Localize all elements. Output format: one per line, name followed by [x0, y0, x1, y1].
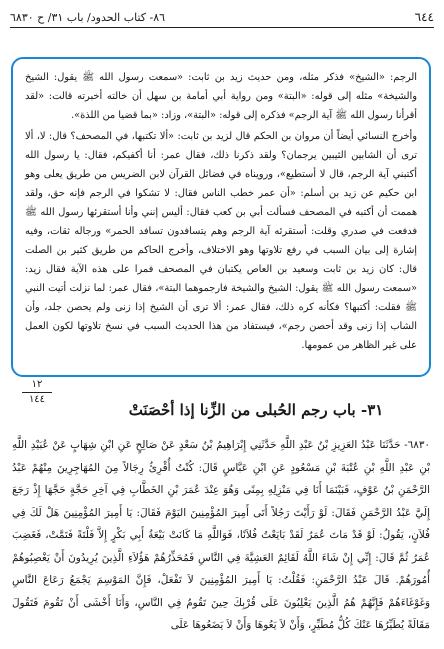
- running-title: ٨٦- كتاب الحدود/ باب ٣١/ ح ٦٨٣٠: [10, 10, 166, 24]
- commentary-paragraph: الرجم: «الشيخ» فذكر مثله، ومن حديث زيد بن ثابت: «سمعت رسول الله ﷺ يقول: الشيخ والشيخة» مثله إلى قوله: «البتة» ومن رواية أبي أمامة بن سهل أن خالته أخبرته قالت: «لقد أقرأنا رسول الله ﷺ آية الرجم» فذكره إلى قوله: «البتة»، وزاد: «بما قضيا من اللذة».: [25, 72, 417, 121]
- side-ref-top: ١٢: [22, 378, 52, 393]
- page-header: [10, 8, 434, 26]
- side-ref-bottom: ١٤٤: [28, 394, 46, 405]
- side-reference: [22, 378, 52, 406]
- header-rule: [10, 27, 434, 28]
- commentary-box: [11, 57, 431, 377]
- chapter-title: ٣١- باب رجم الحُبلى من الزِّنا إذا أحْصَنَتْ: [128, 401, 384, 419]
- commentary-paragraph: وأخرج النسائي أيضاً أن مروان بن الحكم قال لزيد بن ثابت: «ألا تكتبها، في المصحف؟ قال: لا، ألا ترى أن الشابين الثيبين يرجمان؟ ولقد ذكرنا ذلك، فقال عمر: أنا أكفيكم، فقال: يا رسول الله أكتبني آية الرجم، قال لا أستطيع»، ورويناه في فضائل القرآن لابن الضريس من طريق يعلى وهو ابن حكيم عن زيد بن أسلم: «أن عمر خطب الناس فقال: لا تشكوا في الرجم فإنه حق، ولقد هممت أن أكتبه في المصحف فسألت أبي بن كعب فقال: أليس إنني وأنا أستقرئها رسول الله ﷺ فدفعت في صدري وقلت: أستقرئه آية الرجم وهم يتسافدون تسافد الحمر» ورجاله ثقات، وفيه إشارة إلى بيان السبب في رفع تلاوتها وهو الاختلاف، وأخرج الحاكم من طريق كثير بن الصلت قال: كان زيد بن ثابت وسعيد بن العاص يكتبان في المصحف فمرا على هذه الآية فقال زيد: «سمعت رسول الله ﷺ يقول: الشيخ والشيخة فارجموهما البتة»، فقال عمر: لما نزلت أتيت النبي ﷺ فقلت: أكتبها؟ فكأنه كره ذلك، فقال عمر: ألا ترى أن الشيخ إذا زنى ولم يحصن جلد، وأن الشاب إذا زنى وقد أحصن رجم»، فيستفاد من هذا الحديث السبب في نسخ تلاوتها لكون العمل على غير الظاهر من عمومها.: [25, 131, 417, 351]
- hadith-text: ٦٨٣٠- حَدَّثَنَا عَبْدُ العَزِيزِ بْنُ عَبْدِ اللَّهِ حَدَّثَنِي إِبْرَاهِيمُ بْنُ سَعْدٍ عَنْ صَالِحٍ عَنِ ابْنِ شِهَابٍ عَنْ عُبَيْدِ اللَّهِ بْنِ عَبْدِ اللَّهِ بْنِ عُتْبَةَ بْنِ مَسْعُودٍ عَنِ ابْنِ عَبَّاسٍ قَالَ: كُنْتُ أُقْرِئُ رِجَالاً مِنَ المُهَاجِرِينَ مِنْهُمْ عَبْدُ الرَّحْمَنِ بْنُ عَوْفٍ، فَبَيْنَمَا أَنَا فِي مَنْزِلِهِ بِمِنًى وَهُوَ عِنْدَ عُمَرَ بْنِ الخَطَّابِ فِي آخِرِ حَجَّةٍ حَجَّهَا إِذْ رَجَعَ إِلَيَّ عَبْدُ الرَّحْمَنِ فَقَالَ: لَوْ رَأَيْتَ رَجُلاً أَتَى أَمِيرَ المُؤْمِنِينَ اليَوْمَ فَقَالَ: يَا أَمِيرَ المُؤْمِنِينَ هَلْ لَكَ فِي فُلاَنٍ، يَقُولُ: لَوْ قَدْ مَاتَ عُمَرُ لَقَدْ بَايَعْتُ فُلاَنًا، فَوَاللَّهِ مَا كَانَتْ بَيْعَةُ أَبِي بَكْرٍ إِلاَّ فَلْتَةً فَتَمَّتْ، فَغَضِبَ عُمَرُ ثُمَّ قَالَ: إِنِّي إِنْ شَاءَ اللَّهُ لَقَائِمٌ العَشِيَّةَ فِي النَّاسِ فَمُحَذِّرُهُمْ هَؤُلاَءِ الَّذِينَ يُرِيدُونَ أَنْ يَغْصِبُوهُمْ أُمُورَهُمْ. قَالَ عَبْدُ الرَّحْمَنِ: فَقُلْتُ: يَا أَمِيرَ المُؤْمِنِينَ لاَ تَفْعَلْ، فَإِنَّ المَوْسِمَ يَجْمَعُ رَعَاعَ النَّاسِ وَغَوْغَاءَهُمْ فَإِنَّهُمْ هُمُ الَّذِينَ يَغْلِبُونَ عَلَى قُرْبِكَ حِينَ تَقُومُ فِي النَّاسِ، وَأَنَا أَخْشَى أَنْ تَقُومَ فَتَقُولَ مَقَالَةً يُطَيِّرُهَا عَنْكَ كُلُّ مُطَيِّرٍ، وَأَنْ لاَ يَعُوهَا وَأَنْ لاَ يَضَعُوهَا عَلَى: [12, 439, 430, 631]
- page-number: ٦٤٤: [414, 10, 434, 24]
